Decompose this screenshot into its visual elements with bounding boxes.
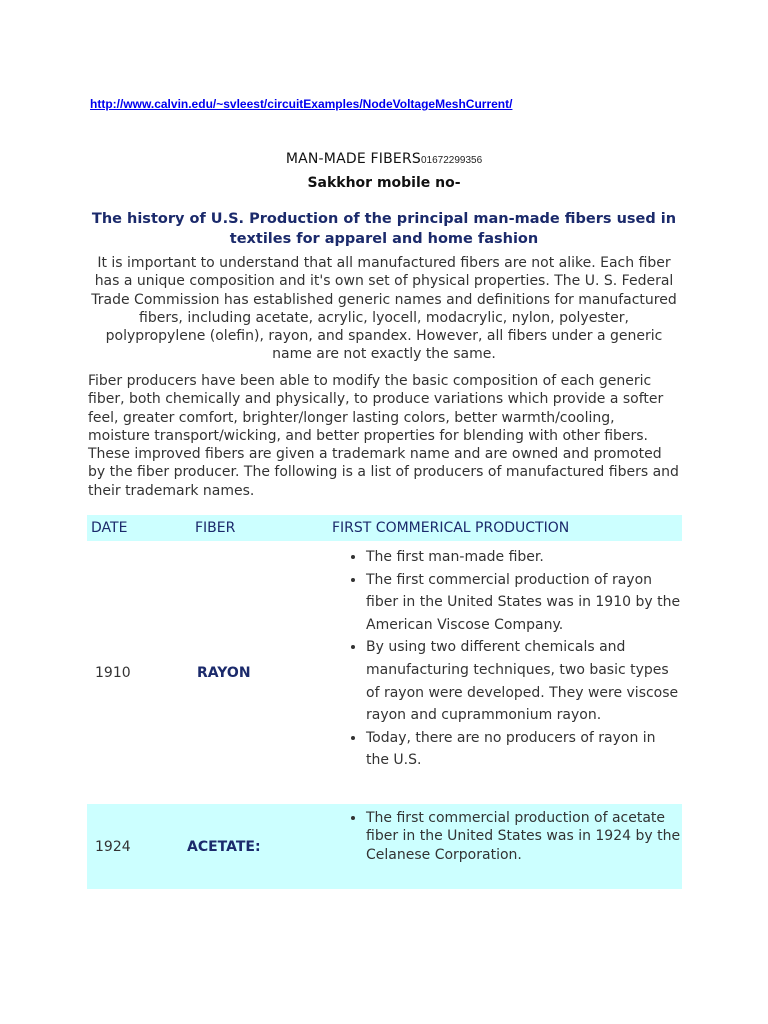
intro-paragraph: It is important to understand that all manufactured fibers are not alike. Each fiber has a unique composition and it's own set of physical properties. The U. S. Federal Trade Commission has established generic names and definitions for manufactured fibers, including acetate, acrylic, lyocell, modacrylic, nylon, polyester, polypropylene (olefin), rayon, and spandex. However, all fibers under a generic name are not exactly the same. xyxy=(91,255,677,363)
table-row xyxy=(87,541,682,804)
row-fiber: RAYON xyxy=(161,541,332,804)
production-list xyxy=(332,546,682,772)
table-row xyxy=(87,804,682,889)
table-header-row xyxy=(87,515,682,541)
list-item: • The first commercial production of rayon fiber in the United States was in 1910 by the American Viscose Company. xyxy=(366,569,682,637)
list-item: • By using two different chemicals and manufacturing techniques, two basic types of rayon were developed. They were viscose rayon and cuprammonium rayon. xyxy=(366,636,682,726)
production-list xyxy=(332,809,682,864)
producers-paragraph: Fiber producers have been able to modify the basic composition of each generic fiber, both chemically and physically, to produce variations which provide a softer feel, greater comfort, brighter/longer lasting colors, better warmth/cooling, moisture transport/wicking, and better properties for blending with other fibers. These improved fibers are given a trademark name and are owned and promoted by the fiber producer. The following is a list of producers of manufactured fibers and their trademark names. xyxy=(88,373,679,499)
row-date: 1910 xyxy=(87,541,161,804)
subtitle: Sakkhor mobile no- xyxy=(307,175,461,191)
reference-link[interactable]: http://www.calvin.edu/~svleest/circuitExamples/NodeVoltageMeshCurrent/ xyxy=(90,97,513,111)
row-date: 1924 xyxy=(87,804,161,889)
section-heading: The history of U.S. Production of the principal man-made fibers used in textiles for apparel and home fashion xyxy=(91,211,677,247)
row-fiber: ACETATE: xyxy=(161,804,332,889)
fiber-history-table xyxy=(87,515,682,889)
header-production: FIRST COMMERICAL PRODUCTION xyxy=(332,515,682,541)
header-date: DATE xyxy=(87,515,161,541)
title-phone-number: 01672299356 xyxy=(420,155,483,166)
row-production xyxy=(332,804,682,889)
list-item: • The first commercial production of acetate fiber in the United States was in 1924 by the Celanese Corporation. xyxy=(366,809,682,864)
list-item: • The first man-made fiber. xyxy=(366,546,682,569)
title-text: MAN-MADE FIBERS xyxy=(285,151,421,167)
list-item: • Today, there are no producers of rayon in the U.S. xyxy=(366,727,682,772)
row-production xyxy=(332,541,682,804)
document-title xyxy=(0,148,768,167)
header-fiber: FIBER xyxy=(161,515,332,541)
